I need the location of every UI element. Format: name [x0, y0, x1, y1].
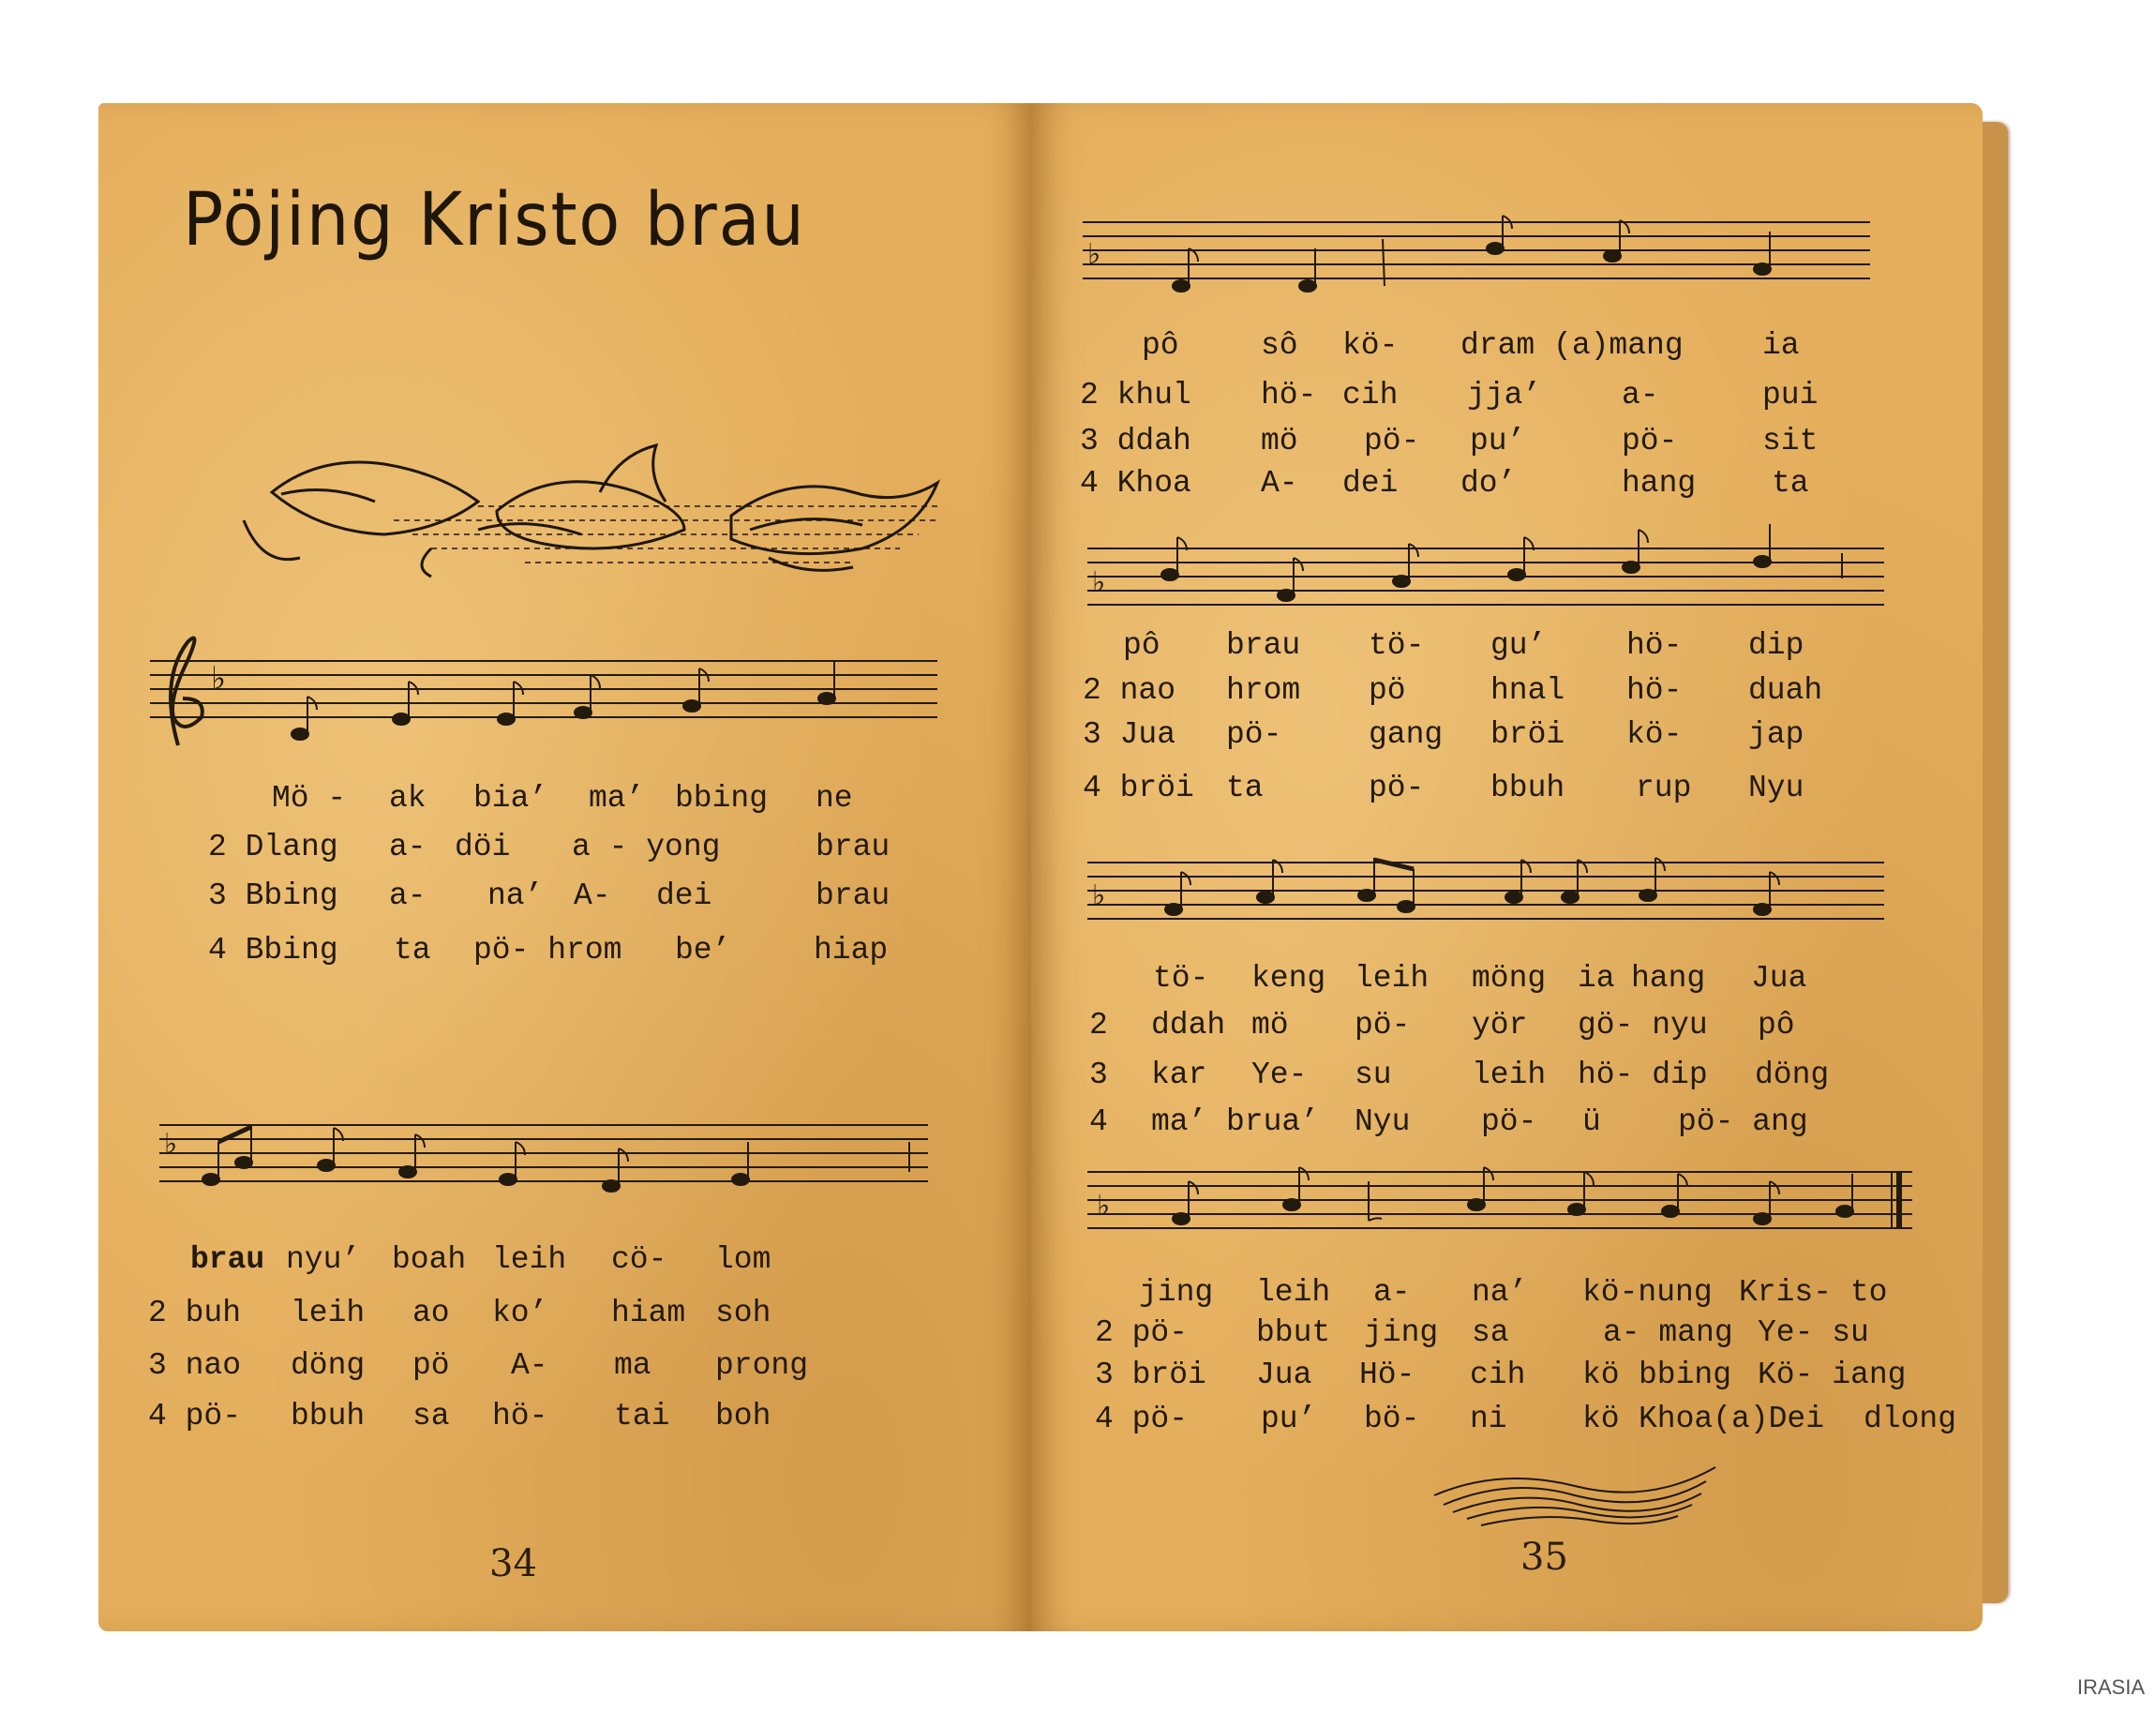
syllable: pu’: [1261, 1402, 1317, 1436]
syllable: döng: [291, 1348, 366, 1383]
syllable: sô: [1261, 328, 1298, 363]
syllable: mö: [1251, 1008, 1289, 1043]
syllable: 4 pö-: [148, 1399, 242, 1433]
syllable: 3 ddah: [1080, 424, 1191, 458]
syllable: Kris- to: [1739, 1275, 1888, 1310]
syllable: hang: [1622, 466, 1697, 501]
syllable: hö-: [1626, 673, 1683, 708]
syllable: Hö-: [1359, 1358, 1415, 1392]
syllable: Nyu: [1355, 1104, 1411, 1139]
syllable: ü: [1582, 1104, 1601, 1139]
syllable: sa: [412, 1399, 450, 1433]
syllable: pö-: [1355, 1008, 1411, 1043]
syllable: leih: [1256, 1275, 1331, 1310]
svg-text:♭: ♭: [1092, 879, 1106, 912]
syllable: 2 khul: [1080, 378, 1191, 413]
syllable: jap: [1748, 717, 1804, 752]
syllable: gang: [1369, 717, 1444, 752]
syllable: gu’: [1490, 628, 1547, 663]
syllable: brau: [816, 830, 891, 864]
syllable: pö- hrom: [473, 933, 622, 968]
svg-text:♭: ♭: [211, 660, 227, 698]
syllable: hö- dip: [1578, 1058, 1708, 1092]
syllable: sa: [1472, 1315, 1509, 1350]
svg-text:♭: ♭: [164, 1128, 178, 1161]
syllable: bbing: [675, 781, 769, 816]
syllable: ma’: [589, 781, 645, 816]
syllable: 3 Bbing: [208, 878, 338, 913]
syllable: brau: [190, 1242, 265, 1277]
staff-left-2: [159, 1097, 928, 1200]
syllable: pö: [412, 1348, 450, 1383]
syllable: a- mang: [1603, 1315, 1733, 1350]
syllable: cih: [1470, 1358, 1526, 1392]
syllable: cih: [1342, 378, 1399, 413]
syllable: pô: [1123, 628, 1160, 663]
syllable: 4 pö-: [1095, 1402, 1189, 1436]
syllable: 2 nao: [1083, 673, 1176, 708]
syllable: 2 pö-: [1095, 1315, 1189, 1350]
syllable: 4 bröi: [1083, 771, 1194, 805]
syllable: 3: [1089, 1058, 1108, 1092]
syllable: kö: [1582, 1402, 1620, 1436]
syllable: dram (a)mang: [1460, 328, 1684, 363]
syllable: leih: [291, 1296, 366, 1330]
syllable: ma’: [1151, 1104, 1207, 1139]
syllable: hiap: [814, 933, 889, 968]
syllable: prong: [715, 1348, 809, 1383]
syllable: lom: [715, 1242, 771, 1277]
syllable: cö-: [611, 1242, 667, 1277]
syllable: ia: [1762, 328, 1800, 363]
syllable: Jua: [1751, 961, 1807, 996]
staff-right-2: [1087, 520, 1884, 614]
syllable: jing: [1139, 1275, 1214, 1310]
syllable: 4 Khoa: [1080, 466, 1191, 501]
syllable: jja’: [1467, 378, 1542, 413]
syllable: leih: [492, 1242, 567, 1277]
syllable: bröi: [1490, 717, 1565, 752]
syllable: dei: [656, 878, 712, 913]
svg-text:♭: ♭: [1087, 238, 1101, 271]
syllable: pö- ang: [1678, 1104, 1808, 1139]
syllable: soh: [715, 1296, 771, 1330]
syllable: boah: [392, 1242, 467, 1277]
syllable: hang: [1631, 961, 1706, 996]
syllable: pu’: [1470, 424, 1526, 458]
syllable: be’: [675, 933, 731, 968]
ornament-scribble: [1425, 1458, 1725, 1533]
syllable: brau: [816, 878, 891, 913]
syllable: pô: [1142, 328, 1179, 363]
syllable: dlong: [1864, 1402, 1957, 1436]
syllable: hö-: [1261, 378, 1317, 413]
syllable: brua’: [1226, 1104, 1320, 1139]
syllable: ta: [1226, 771, 1264, 805]
syllable: hnal: [1490, 673, 1565, 708]
syllable: dei: [1342, 466, 1399, 501]
syllable: bbing: [1639, 1358, 1732, 1392]
staff-right-3: [1087, 839, 1884, 933]
song-title: Pöjing Kristo brau: [183, 178, 806, 263]
syllable: hö-: [492, 1399, 548, 1433]
staff-right-4: [1087, 1153, 1912, 1256]
page-number-right: 35: [1520, 1536, 1568, 1579]
syllable: ta: [1772, 466, 1809, 501]
syllable: ta: [394, 933, 431, 968]
syllable: duah: [1748, 673, 1823, 708]
syllable: pö: [1369, 673, 1406, 708]
syllable: brau: [1226, 628, 1301, 663]
syllable: A-: [574, 878, 611, 913]
syllable: hrom: [1226, 673, 1301, 708]
syllable: yör: [1472, 1008, 1528, 1043]
syllable: 2 buh: [148, 1296, 242, 1330]
syllable: Khoa(a)Dei: [1639, 1402, 1825, 1436]
syllable: kar: [1151, 1058, 1207, 1092]
syllable: Kö- iang: [1758, 1358, 1907, 1392]
syllable: boh: [715, 1399, 771, 1433]
syllable: tö-: [1153, 961, 1209, 996]
syllable: Ye- su: [1758, 1315, 1869, 1350]
syllable: kö-: [1626, 717, 1683, 752]
syllable: bbuh: [291, 1399, 366, 1433]
syllable: pö-: [1226, 717, 1282, 752]
syllable: 3 bröi: [1095, 1358, 1206, 1392]
syllable: döng: [1755, 1058, 1830, 1092]
syllable: ko’: [492, 1296, 548, 1330]
staff-right-1: [1083, 211, 1870, 305]
syllable: bbuh: [1490, 771, 1565, 805]
syllable: pô: [1758, 1008, 1795, 1043]
syllable: bia’: [473, 781, 548, 816]
syllable: Nyu: [1748, 771, 1804, 805]
syllable: tö-: [1369, 628, 1425, 663]
syllable: na’: [487, 878, 544, 913]
syllable: ni: [1470, 1402, 1507, 1436]
syllable: A-: [1261, 466, 1298, 501]
syllable: jing: [1364, 1315, 1439, 1350]
syllable: kö-: [1342, 328, 1399, 363]
syllable: 4 Bbing: [208, 933, 338, 968]
syllable: Mö -: [272, 781, 347, 816]
svg-text:♭: ♭: [1097, 1190, 1111, 1223]
syllable: pö-: [1369, 771, 1425, 805]
syllable: kö: [1582, 1358, 1620, 1392]
syllable: su: [1355, 1058, 1392, 1092]
syllable: na’: [1472, 1275, 1528, 1310]
syllable: döi: [455, 830, 511, 864]
syllable: hiam: [611, 1296, 686, 1330]
watermark: IRASIA: [2076, 1675, 2145, 1699]
syllable: A-: [511, 1348, 548, 1383]
syllable: do’: [1460, 466, 1517, 501]
syllable: ddah: [1151, 1008, 1226, 1043]
syllable: kö-nung: [1582, 1275, 1713, 1310]
syllable: 3 nao: [148, 1348, 242, 1383]
syllable: möng: [1472, 961, 1547, 996]
syllable: ma: [614, 1348, 651, 1383]
syllable: tai: [614, 1399, 670, 1433]
syllable: Ye-: [1251, 1058, 1308, 1092]
syllable: nyu’: [286, 1242, 361, 1277]
syllable: a-: [389, 830, 427, 864]
syllable: a-: [389, 878, 427, 913]
syllable: a - yong: [572, 830, 721, 864]
syllable: ak: [389, 781, 427, 816]
syllable: mö: [1261, 424, 1298, 458]
syllable: a-: [1622, 378, 1659, 413]
syllable: 2: [1089, 1008, 1108, 1043]
syllable: pui: [1762, 378, 1819, 413]
syllable: leih: [1355, 961, 1430, 996]
syllable: keng: [1251, 961, 1326, 996]
syllable: ne: [816, 781, 853, 816]
page-number-left: 34: [489, 1542, 537, 1585]
syllable: rup: [1636, 771, 1692, 805]
syllable: 3 Jua: [1083, 717, 1176, 752]
syllable: 4: [1089, 1104, 1108, 1139]
syllable: hö-: [1626, 628, 1683, 663]
syllable: gö- nyu: [1578, 1008, 1708, 1043]
syllable: pö-: [1622, 424, 1678, 458]
syllable: ao: [412, 1296, 450, 1330]
syllable: bö-: [1364, 1402, 1420, 1436]
syllable: ia: [1578, 961, 1615, 996]
syllable: leih: [1472, 1058, 1547, 1092]
syllable: a-: [1373, 1275, 1411, 1310]
syllable: bbut: [1256, 1315, 1331, 1350]
syllable: 2 Dlang: [208, 830, 338, 864]
syllable: sit: [1762, 424, 1819, 458]
syllable: pö-: [1364, 424, 1420, 458]
staff-left-1: [150, 623, 937, 755]
syllable: Jua: [1256, 1358, 1312, 1392]
fish-illustration: [244, 427, 937, 577]
syllable: pö-: [1481, 1104, 1537, 1139]
syllable: dip: [1748, 628, 1804, 663]
svg-text:♭: ♭: [1092, 566, 1106, 599]
